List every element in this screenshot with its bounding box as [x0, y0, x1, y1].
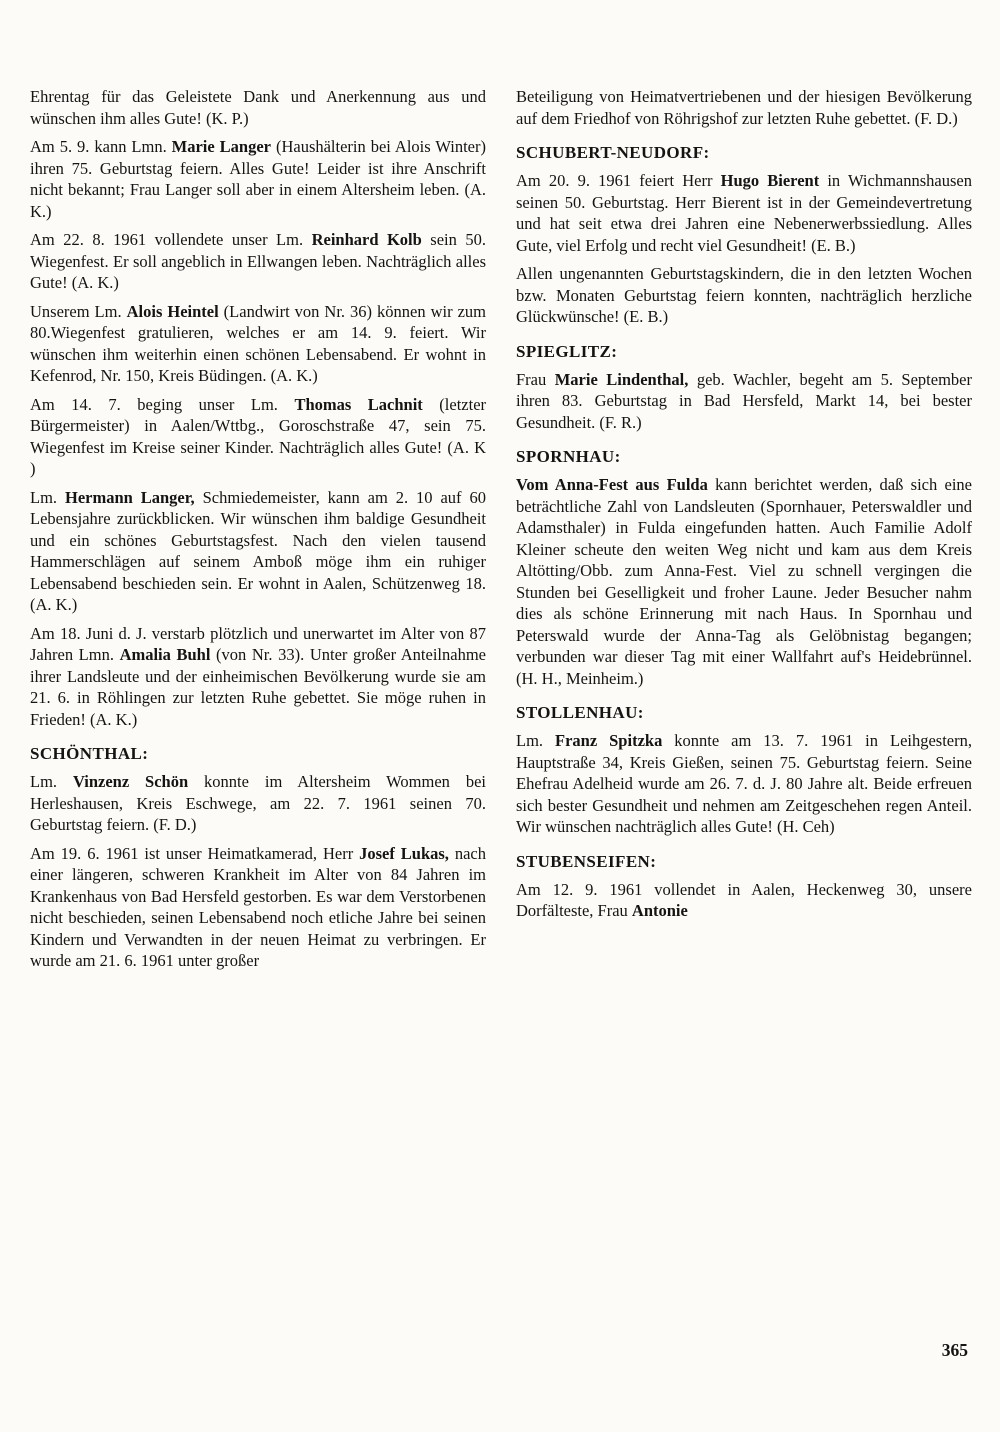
paragraph — [516, 879, 972, 922]
paragraph-text: Lm. — [30, 487, 65, 507]
paragraph — [30, 487, 486, 616]
section-heading: SCHÖNTHAL: — [30, 744, 149, 763]
person-name: Vinzenz Schön — [72, 772, 189, 791]
right-column — [516, 86, 972, 979]
paragraph — [30, 394, 486, 480]
paragraph-text: sein 50. Wiegenfest. Er soll angeblich in Ellwangen leben. Nachträglich alles Gute! (A. K.) — [30, 230, 486, 292]
paragraph-text: (Haushälterin bei Alois Winter) ihren 75. Geburtstag feiern. Alles Gute! Leider ist ihre Anschrift nicht bekannt; Frau Langer soll aber in einem Altersheim leben. (A. K.) — [30, 137, 486, 221]
person-name: Marie Lindenthal, — [554, 369, 689, 389]
paragraph-text: Lm. — [30, 772, 73, 791]
paragraph — [30, 623, 486, 731]
person-name: Hugo Bierent — [720, 171, 820, 190]
paragraph-text: Ehrentag für das Geleistete Dank und Anerkennung aus und wünschen ihm alles Gute! (K. P.) — [30, 87, 486, 128]
paragraph-text: Beteiligung von Heimatvertriebenen und der hiesigen Bevölkerung auf dem Friedhof von Röhrigshof zur letzten Ruhe gebettet. (F. D.) — [516, 87, 972, 128]
paragraph-text: Schmiedemeister, kann am 2. 10 auf 60 Lebensjahre zurückblicken. Wir wünschen ihm baldige Gesundheit und ein schönes Geburtstagsfest. Nach den vielen tausend Hammerschlägen auf seinem Amboß möge ihm ein ruhiger Lebensabend beschieden sein. Er wohnt in Aalen, Schützenweg 18. (A. K.) — [30, 487, 486, 614]
paragraph — [516, 730, 972, 838]
section-heading: STUBENSEIFEN: — [516, 851, 657, 871]
paragraph — [30, 136, 486, 222]
person-name: Vom Anna-Fest aus Fulda — [516, 475, 708, 494]
person-name: Amalia Buhl — [119, 645, 211, 664]
paragraph — [30, 301, 486, 387]
paragraph-text: Am 5. 9. kann Lmn. — [30, 137, 172, 156]
paragraph-text: Am 12. 9. 1961 vollendet in Aalen, Heckenweg 30, unsere Dorfälteste, Frau — [516, 879, 972, 920]
paragraph — [516, 170, 972, 256]
paragraph-text: konnte am 13. 7. 1961 in Leihgestern, Hauptstraße 34, Kreis Gießen, seinen 75. Geburtstag feiern. Seine Ehefrau Adelheid wurde am 26. 7. d. J. 80 Jahre alt. Beide erfreuen sich bester Gesundheit und nehmen am Zeitgeschehen regen Anteil. Wir wünschen nachträglich alles Gute! (H. Ceh) — [516, 731, 972, 836]
person-name: Reinhard Kolb — [311, 230, 422, 249]
paragraph — [516, 369, 972, 434]
paragraph-text: nach einer längeren, schweren Krankheit im Alter von 84 Jahren im Krankenhaus von Bad Hersfeld gestorben. Es war dem Verstorbenen nicht beschieden, seinen Lebensabend noch etliche Jahre bei seinen Kindern und Verwandten in der neuen Heimat zu verbringen. Er wurde am 21. 6. 1961 unter großer — [30, 843, 486, 970]
paragraph-text: kann berichtet werden, daß sich eine beträchtliche Zahl von Landsleuten (Spornhauer, Peterswaldler und Adamsthaler) in Fulda eingefunden hatten. Auch Familie Adolf Kleiner scheute den weiten Weg nicht und kam aus dem Kreis Altötting/Obb. zum Anna-Fest. Viel zu schnell vergingen die Stunden bei Geselligkeit und froher Laune. Jeder Besucher nahm dies als schöne Erinnerung mit nach Haus. In Spornhau und Peterswald wurde der Anna-Tag als Gelöbnistag begangen; verbunden war dieser Tag mit einer Wallfahrt auf's Heidebrünnel. (H. H., Meinheim.) — [516, 475, 973, 688]
paragraph-text: konnte im Altersheim Wommen bei Herleshausen, Kreis Eschwege, am 22. 7. 1961 seinen 70. Geburtstag feiern. (F. D.) — [30, 772, 486, 834]
paragraph — [516, 86, 972, 129]
paragraph-text: (Landwirt von Nr. 36) können wir zum 80.Wiegenfest gratulieren, welches er am 14. 9. feiert. Wir wünschen ihm weiterhin einen schönen Lebensabend. Er wohnt in Kefenrod, Nr. 150, Kreis Büdingen. (A. K.) — [30, 301, 486, 385]
paragraph-text: Frau — [516, 369, 555, 389]
paragraph — [30, 771, 486, 836]
paragraph-text: Am 19. 6. 1961 ist unser Heimatkamerad, Herr — [30, 843, 360, 863]
paragraph-text: Am 20. 9. 1961 feiert Herr — [516, 171, 721, 190]
paragraph — [30, 229, 486, 294]
paragraph-text: Lm. — [516, 731, 556, 750]
paragraph-text: Am 14. 7. beging unser Lm. — [30, 394, 295, 414]
paragraph-text: (von Nr. 33). Unter großer Anteilnahme ihrer Landsleute und der einheimischen Bevölkerung wurde sie am 21. 6. in Röhlingen zur letzten Ruhe gebettet. Sie möge ruhen in Frieden! (A. K.) — [30, 645, 486, 729]
paragraph-text: Am 22. 8. 1961 vollendete unser Lm. — [30, 230, 312, 249]
person-name: Franz Spitzka — [555, 731, 663, 750]
page-number: 365 — [941, 1340, 968, 1360]
person-name: Josef Lukas, — [359, 843, 449, 863]
person-name: Hermann Langer, — [64, 487, 195, 507]
paragraph-text: Unserem Lm. — [30, 301, 127, 321]
paragraph-text: in Wichmannshausen seinen 50. Geburtstag. Herr Bierent ist in der Gemeindevertretung und hat seit etwa drei Jahren eine Nebenerwerbssiedlung. Alles Gute, viel Erfolg und recht viel Gesundheit! (E. B.) — [516, 171, 972, 255]
left-column — [30, 86, 486, 979]
paragraph-text: Am 18. Juni d. J. verstarb plötzlich und unerwartet im Alter von 87 Jahren Lmn. — [30, 623, 486, 664]
paragraph — [30, 86, 486, 129]
person-name: Alois Heintel — [126, 301, 219, 321]
section-heading: STOLLENHAU: — [516, 703, 644, 722]
paragraph-text: geb. Wachler, begeht am 5. September ihren 83. Geburtstag in Bad Hersfeld, Markt 14, bei bester Gesundheit. (F. R.) — [516, 369, 972, 432]
person-name: Marie Langer — [171, 137, 271, 156]
paragraph — [516, 474, 972, 689]
paragraph-text: (letzter Bürgermeister) in Aalen/Wttbg., Goroschstraße 47, sein 75. Wiegenfest im Kreise seiner Kinder. Nachträglich alles Gute! (A. K ) — [30, 394, 487, 478]
person-name: Thomas Lachnit — [294, 394, 423, 414]
paragraph — [516, 263, 972, 328]
person-name: Antonie — [631, 901, 688, 920]
paragraph — [30, 843, 486, 972]
paragraph-text: Allen ungenannten Geburtstagskindern, die in den letzten Wochen bzw. Monaten Geburtstag feiern konnten, nachträglich herzliche Glückwünsche! (E. B.) — [516, 264, 972, 326]
section-heading: SCHUBERT-NEUDORF: — [516, 143, 710, 162]
section-heading: SPORNHAU: — [516, 447, 621, 466]
section-heading: SPIEGLITZ: — [516, 341, 618, 361]
